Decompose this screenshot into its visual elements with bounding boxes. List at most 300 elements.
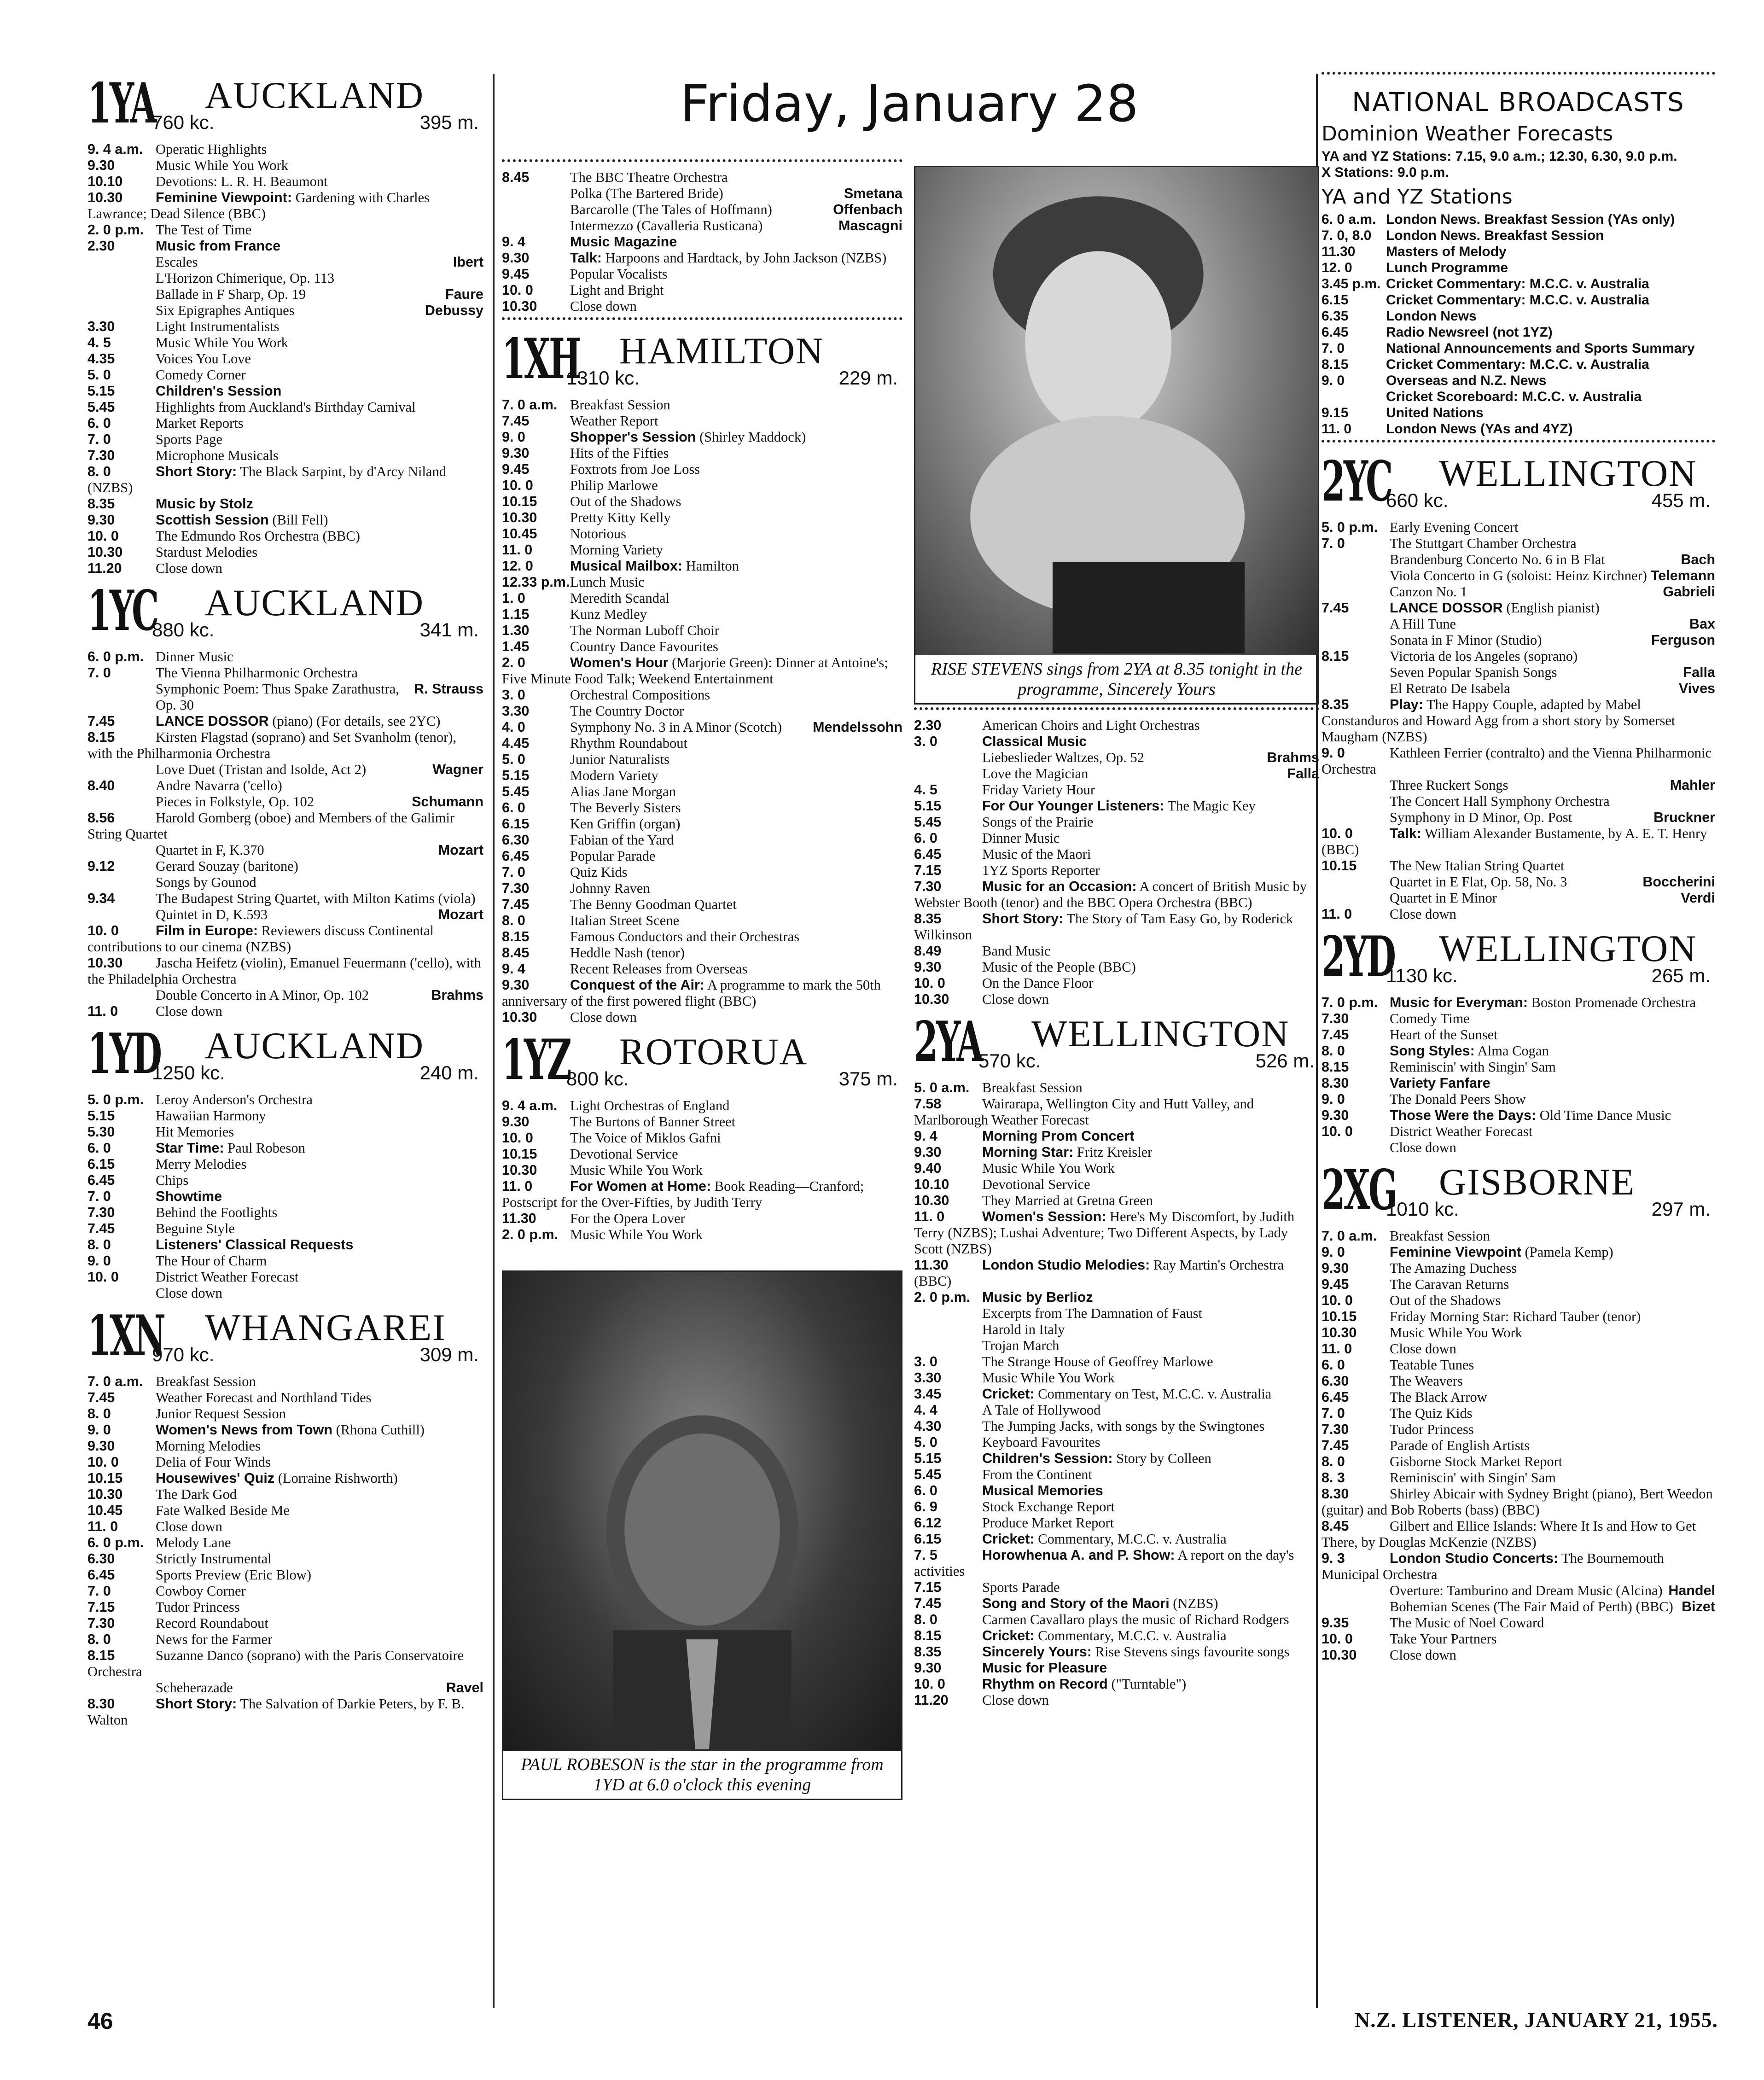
national-item <box>1322 389 1715 405</box>
programme-row <box>502 768 902 784</box>
programme-time: 8.35 <box>87 496 115 512</box>
programme-text: Junior Request Session <box>156 1406 286 1422</box>
programme-time: 1.30 <box>502 623 530 638</box>
programme-time: 5.15 <box>87 383 115 399</box>
programme-time: 10.15 <box>502 1146 537 1162</box>
programme-row <box>502 250 902 266</box>
programme-text: Close down <box>1390 1341 1456 1357</box>
programme-row <box>1322 584 1715 600</box>
programme-text: (Lorraine Rishworth) <box>278 1470 398 1486</box>
composer: Brahms <box>431 987 483 1003</box>
programme-time: 7. 0 <box>87 1189 111 1204</box>
programme-time: 7.30 <box>1322 1011 1349 1026</box>
programme-row <box>914 1531 1319 1547</box>
programme-text: Close down <box>570 1009 637 1025</box>
station-1yd <box>87 1021 483 1301</box>
programme-time: 8.35 <box>914 911 942 926</box>
programme-text: ("Turntable") <box>1111 1676 1187 1692</box>
programme-time: 7. 0 <box>87 665 111 681</box>
programme-time: 7. 0 p.m. <box>1322 995 1378 1010</box>
programme-text: Record Roundabout <box>156 1615 268 1631</box>
programme-time: 11. 0 <box>1322 1341 1352 1357</box>
programme-text: The Burtons of Banner Street <box>570 1114 736 1130</box>
zigzag-divider <box>914 707 1319 715</box>
programme-time: 10. 0 <box>1322 1631 1353 1647</box>
programme-text: Quartet in F, K.370 <box>156 842 264 858</box>
programme-text: A programme to mark the 50th anniversary of the first powered flight (BBC) <box>502 977 881 1009</box>
programme-text: Close down <box>156 1285 222 1301</box>
national-item <box>1322 244 1715 260</box>
programme-row <box>1322 810 1715 826</box>
national-time: 6.15 <box>1322 292 1349 308</box>
programme-time: 11. 0 <box>87 1519 118 1534</box>
programme-text: Songs of the Prairie <box>982 814 1094 830</box>
programme-title-bold: Play: <box>1390 697 1423 712</box>
programme-text: They Married at Gretna Green <box>982 1193 1153 1208</box>
programme-row <box>87 335 483 351</box>
programme-row <box>1322 600 1715 616</box>
programme-time: 9. 4 <box>502 234 525 250</box>
programme-title-bold: Music for Pleasure <box>982 1660 1107 1676</box>
programme-row <box>1322 1011 1715 1027</box>
programme-row <box>502 298 902 315</box>
station-city: GISBORNE <box>1439 1161 1636 1203</box>
programme-row <box>1322 1043 1715 1059</box>
programme-row <box>87 222 483 238</box>
programme-row <box>502 266 902 282</box>
call-sign: 1XH <box>502 326 580 391</box>
programme-row <box>914 1402 1319 1418</box>
programme-text: The Voice of Miklos Gafni <box>570 1130 721 1146</box>
programme-row <box>914 734 1319 750</box>
programme-text: Reminiscin' with Singin' Sam <box>1390 1470 1556 1486</box>
national-time: 11.30 <box>1322 244 1356 259</box>
programme-time: 7. 0 a.m. <box>87 1374 143 1389</box>
call-sign: 1YC <box>87 578 157 643</box>
programme-time: 5. 0 a.m. <box>914 1080 970 1095</box>
composer: Ravel <box>446 1680 483 1695</box>
programme-time: 5. 0 <box>502 752 525 767</box>
composer: Mascagni <box>838 218 902 233</box>
station-frequency: 970 kc. <box>152 1344 215 1365</box>
programme-time: 4.45 <box>502 735 530 751</box>
programme-text: Ken Griffin (organ) <box>570 816 681 832</box>
weather-lines <box>1322 148 1715 181</box>
programme-text: Sports Page <box>156 431 222 447</box>
programme-row <box>1322 874 1715 890</box>
programme-row <box>502 445 902 461</box>
programme-row <box>1322 1091 1715 1107</box>
programme-text: Wairarapa, Wellington City and Hutt Valley, and Marlborough Weather Forecast <box>914 1096 1254 1128</box>
programme-time: 8.30 <box>1322 1486 1349 1502</box>
programme-time: 6. 9 <box>914 1499 937 1515</box>
national-time: 6.35 <box>1322 309 1349 324</box>
programme-time: 8.30 <box>1322 1075 1349 1091</box>
programme-time: 8.35 <box>1322 697 1349 712</box>
programme-row <box>87 190 483 222</box>
programme-time: 7.45 <box>87 713 115 729</box>
programme-text: Devotional Service <box>570 1146 678 1162</box>
programme-time: 8. 0 <box>914 1612 937 1627</box>
programme-time: 9.30 <box>502 1114 530 1130</box>
programme-row <box>502 1162 902 1178</box>
station-2ya <box>914 1009 1319 1708</box>
programme-time: 3.30 <box>914 1370 942 1386</box>
programme-text: Close down <box>1390 1647 1456 1663</box>
programme-text: Music While You Work <box>570 1162 703 1178</box>
national-time: 9.15 <box>1322 405 1349 420</box>
national-text: Cricket Commentary: M.C.C. v. Australia <box>1386 292 1649 308</box>
programme-title-bold: Cricket: <box>982 1531 1035 1547</box>
programme-text: News for the Farmer <box>156 1631 273 1647</box>
programme-text: Kunz Medley <box>570 606 647 622</box>
programme-time: 4. 0 <box>502 719 525 735</box>
national-text: Lunch Programme <box>1386 260 1508 275</box>
programme-time: 7.45 <box>1322 600 1349 616</box>
programme-text: Songs by Gounod <box>156 874 256 890</box>
programme-row <box>1322 1647 1715 1663</box>
programme-text: Pretty Kitty Kelly <box>570 510 671 525</box>
programme-row <box>1322 1373 1715 1389</box>
national-time: 6.45 <box>1322 325 1349 340</box>
programme-text: Gardening with Charles Lawrance; Dead Silence (BBC) <box>87 190 430 221</box>
programme-text: Fate Walked Beside Me <box>156 1503 290 1518</box>
programme-row <box>914 782 1319 798</box>
programme-row <box>502 977 902 1009</box>
programme-text: The Hour of Charm <box>156 1253 267 1269</box>
programme-time: 2.30 <box>914 717 942 733</box>
programme-title-bold: Cricket: <box>982 1628 1035 1643</box>
programme-text: The Amazing Duchess <box>1390 1260 1517 1276</box>
zigzag-divider <box>1322 440 1715 447</box>
programme-text: Dinner Music <box>982 830 1060 846</box>
programme-time: 9.30 <box>1322 1107 1349 1123</box>
programme-text: Market Reports <box>156 415 244 431</box>
programme-time: 4. 5 <box>87 335 111 350</box>
programme-text: The BBC Theatre Orchestra <box>570 169 728 185</box>
programme-text: Liebeslieder Waltzes, Op. 52 <box>982 750 1144 765</box>
programme-text: The Strange House of Geoffrey Marlowe <box>982 1354 1213 1369</box>
programme-time: 11. 0 <box>502 1178 533 1194</box>
programme-text: Famous Conductors and their Orchestras <box>570 929 800 944</box>
programme-row <box>87 1486 483 1503</box>
programme-text: Close down <box>156 1003 222 1019</box>
programme-row <box>914 1193 1319 1209</box>
programme-time: 8. 0 <box>87 464 111 479</box>
programme-time: 10.30 <box>1322 1325 1357 1340</box>
programme-time: 7.30 <box>914 879 942 894</box>
programme-time: 8.15 <box>1322 648 1349 664</box>
programme-text: Produce Market Report <box>982 1515 1114 1531</box>
programme-text: Reminiscin' with Singin' Sam <box>1390 1059 1556 1075</box>
programme-time: 7.45 <box>87 1390 115 1405</box>
programme-time: 9.30 <box>87 512 115 528</box>
programme-row <box>502 719 902 735</box>
programme-time: 6.45 <box>87 1567 115 1583</box>
programme-title-bold: Short Story: <box>156 1696 237 1712</box>
station-city: WELLINGTON <box>1439 927 1697 969</box>
programme-row <box>914 1434 1319 1451</box>
programme-time: 7.45 <box>1322 1438 1349 1453</box>
programme-text: Strictly Instrumental <box>156 1551 272 1567</box>
programme-row <box>502 816 902 832</box>
programme-time: 6.30 <box>502 832 530 848</box>
national-item <box>1322 340 1715 356</box>
programme-time: 5. 0 <box>914 1434 937 1450</box>
programme-time: 6. 0 <box>502 800 525 816</box>
programme-time: 6.45 <box>87 1172 115 1188</box>
programme-time: 9.35 <box>1322 1615 1349 1631</box>
programme-text: The Happy Couple, adapted by Mabel Constanduros and Howard Agg from a short story by Somerset Maugham (NZBS) <box>1322 697 1676 745</box>
programme-row <box>914 1305 1319 1322</box>
programme-text: Take Your Partners <box>1390 1631 1497 1647</box>
programme-text: Delia of Four Winds <box>156 1454 271 1470</box>
programme-text: The Concert Hall Symphony Orchestra <box>1390 793 1610 809</box>
programme-time: 10. 0 <box>1322 826 1353 841</box>
programme-text: On the Dance Floor <box>982 975 1094 991</box>
composer: R. Strauss <box>414 681 483 697</box>
programme-row <box>914 1644 1319 1660</box>
programme-time: 10.45 <box>502 526 537 542</box>
programme-row <box>1322 1389 1715 1405</box>
programme-text: Brandenburg Concerto No. 6 in B Flat <box>1390 552 1605 567</box>
national-text: Masters of Melody <box>1386 244 1507 259</box>
programme-row <box>914 798 1319 814</box>
programme-row <box>914 1515 1319 1531</box>
programme-time: 7. 0 <box>1322 1405 1345 1421</box>
programme-row <box>87 157 483 174</box>
programme-time: 8.15 <box>502 929 530 944</box>
programme-time: 1. 0 <box>502 590 525 606</box>
programme-title-bold: Short Story: <box>156 464 237 479</box>
composer: Offenbach <box>833 202 902 217</box>
programme-time: 7. 0 <box>502 864 525 880</box>
programme-text: Light and Bright <box>570 282 664 298</box>
programme-row <box>914 1499 1319 1515</box>
programme-time: 12.33 p.m. <box>502 574 570 590</box>
programme-title-bold: Women's News from Town <box>156 1422 333 1438</box>
composer: Mozart <box>438 907 483 922</box>
programme-time: 7.45 <box>914 1596 942 1611</box>
programme-text: Orchestral Compositions <box>570 687 710 703</box>
programme-title-bold: Star Time: <box>156 1140 224 1156</box>
programme-row <box>1322 632 1715 648</box>
programme-row <box>87 1599 483 1615</box>
programme-title-bold: Feminine Viewpoint <box>1390 1244 1521 1260</box>
column-1 <box>87 69 483 1728</box>
programme-text: Heddle Nash (tenor) <box>570 945 685 961</box>
programme-time: 9. 4 a.m. <box>502 1098 558 1113</box>
programme-time: 5.45 <box>914 814 942 830</box>
programme-row <box>1322 1599 1715 1615</box>
programme-text: Harold Gomberg (oboe) and Members of the Galimir String Quartet <box>87 810 455 842</box>
programme-row <box>87 1221 483 1237</box>
programme-time: 7.15 <box>87 1599 115 1615</box>
composer: Bach <box>1681 552 1715 567</box>
programme-time: 5.45 <box>502 784 530 799</box>
programme-row <box>502 413 902 429</box>
programme-row <box>1322 1107 1715 1124</box>
programme-text: Out of the Shadows <box>570 494 681 509</box>
programme-row <box>87 681 483 713</box>
programme-time: 4.30 <box>914 1418 942 1434</box>
programme-time: 9.30 <box>87 1438 115 1454</box>
programme-time: 2. 0 p.m. <box>87 222 144 238</box>
programme-time: 10.30 <box>87 190 123 205</box>
programme-text: A Tale of Hollywood <box>982 1402 1101 1418</box>
programme-time: 6.15 <box>87 1156 115 1172</box>
programme-row <box>1322 1357 1715 1373</box>
programme-time: 8.45 <box>502 169 530 185</box>
programme-text: The Magic Key <box>1167 798 1256 814</box>
national-item <box>1322 324 1715 340</box>
programme-text: Music While You Work <box>982 1160 1115 1176</box>
national-time: 9. 0 <box>1322 373 1345 388</box>
programme-row <box>914 911 1319 943</box>
programme-time: 7.45 <box>87 1221 115 1236</box>
programme-time: 5.15 <box>914 1451 942 1466</box>
programme-row <box>87 1583 483 1599</box>
national-text: London News <box>1386 309 1477 324</box>
programme-time: 10. 0 <box>87 528 119 544</box>
programme-row <box>914 1080 1319 1096</box>
programme-row <box>914 862 1319 879</box>
programme-row <box>87 987 483 1003</box>
programme-text: Popular Vocalists <box>570 266 668 282</box>
programme-row <box>87 1108 483 1124</box>
programme-row <box>87 1189 483 1205</box>
station-frequency: 570 kc. <box>978 1050 1041 1072</box>
programme-text: Bohemian Scenes (The Fair Maid of Perth) (BBC) <box>1390 1599 1673 1614</box>
programme-row <box>87 560 483 577</box>
programme-text: L'Horizon Chimerique, Op. 113 <box>156 270 335 286</box>
programme-text: Victoria de los Angeles (soprano) <box>1390 648 1578 664</box>
programme-row <box>914 991 1319 1008</box>
programme-title-bold: Horowhenua A. and P. Show: <box>982 1547 1175 1563</box>
station-frequency: 760 kc. <box>152 111 215 133</box>
programme-row <box>914 1144 1319 1160</box>
programme-text: Quartet in E Flat, Op. 58, No. 3 <box>1390 874 1567 890</box>
programme-time: 11.30 <box>914 1257 949 1273</box>
programme-row <box>87 544 483 560</box>
programme-time: 3.45 <box>914 1386 942 1402</box>
programme-time: 4.35 <box>87 351 115 367</box>
programme-text: A concert of British Music by Webster Booth (tenor) and the BBC Opera Orchestra (BBC) <box>914 879 1307 910</box>
station-wavelength: 240 m. <box>419 1062 479 1084</box>
programme-text: Harpoons and Hardtack, by John Jackson (NZBS) <box>605 250 887 266</box>
programme-row <box>914 1451 1319 1467</box>
programme-text: Band Music <box>982 943 1051 959</box>
programme-row <box>87 254 483 270</box>
programme-time: 10. 0 <box>502 1130 533 1146</box>
programme-text: Kirsten Flagstad (soprano) and Set Svanholm (tenor), with the Philharmonia Orchestra <box>87 729 457 761</box>
programme-row <box>87 649 483 665</box>
programme-text: Commentary on Test, M.C.C. v. Australia <box>1038 1386 1272 1402</box>
programme-text: Close down <box>156 1519 222 1534</box>
programme-text: 1YZ Sports Reporter <box>982 862 1100 878</box>
programme-time: 7. 0 <box>1322 536 1345 551</box>
programme-row <box>502 880 902 897</box>
programme-row <box>87 923 483 955</box>
programme-text: Hit Memories <box>156 1124 234 1140</box>
programme-title-bold: Sincerely Yours: <box>982 1644 1092 1660</box>
programme-row <box>87 794 483 810</box>
programme-time: 10. 0 <box>1322 1293 1353 1308</box>
programme-title-bold: Rhythm on Record <box>982 1676 1108 1692</box>
programme-text: The Stuttgart Chamber Orchestra <box>1390 536 1577 551</box>
national-time: 8.15 <box>1322 357 1349 372</box>
composer: Brahms <box>1267 750 1319 765</box>
composer: Verdi <box>1681 890 1715 906</box>
programme-title-bold: Song and Story of the Maori <box>982 1596 1170 1611</box>
programme-row <box>87 1156 483 1172</box>
programme-time: 10. 0 <box>87 1269 119 1285</box>
programme-text: Pieces in Folkstyle, Op. 102 <box>156 794 314 810</box>
programme-title-bold: Women's Hour <box>570 655 669 670</box>
programme-row <box>1322 552 1715 568</box>
programme-text: Commentary, M.C.C. v. Australia <box>1038 1531 1227 1547</box>
programme-title-bold: For Women at Home: <box>570 1178 711 1194</box>
programme-row <box>87 238 483 254</box>
national-items <box>1322 211 1715 437</box>
programme-time: 10. 0 <box>1322 1124 1353 1139</box>
programme-row <box>502 623 902 639</box>
programme-text: Sports Parade <box>982 1579 1060 1595</box>
programme-row <box>502 186 902 202</box>
programme-text: The Budapest String Quartet, with Milton Katims (viola) <box>156 891 476 906</box>
programme-text: Highlights from Auckland's Birthday Carnival <box>156 399 416 415</box>
national-item <box>1322 227 1715 244</box>
programme-text: El Retrato De Isabela <box>1390 681 1510 696</box>
programme-time: 9.30 <box>87 157 115 173</box>
programme-text: Three Ruckert Songs <box>1390 777 1508 793</box>
programme-text: Ray Martin's Orchestra (BBC) <box>914 1257 1284 1289</box>
programme-row <box>87 665 483 681</box>
programme-text: Sonata in F Minor (Studio) <box>1390 632 1542 648</box>
programme-row <box>87 1140 483 1156</box>
programme-text: Music While You Work <box>982 1370 1115 1386</box>
station-wavelength: 297 m. <box>1651 1198 1711 1220</box>
programme-text: Morning Melodies <box>156 1438 261 1454</box>
programme-text: The Edmundo Ros Orchestra (BBC) <box>156 528 360 544</box>
programme-time: 9. 0 <box>87 1422 111 1438</box>
programme-title-bold: Children's Session: <box>982 1451 1113 1466</box>
programme-row <box>1322 1405 1715 1422</box>
station-wavelength: 395 m. <box>419 111 479 133</box>
programme-row <box>87 399 483 415</box>
programme-text: The Donald Peers Show <box>1390 1091 1526 1107</box>
column-2 <box>502 157 902 1800</box>
programme-time: 7.30 <box>1322 1422 1349 1437</box>
programme-text: Dinner Music <box>156 649 233 664</box>
programme-text: Microphone Musicals <box>156 448 279 463</box>
programme-row <box>1322 1615 1715 1631</box>
programme-time: 10. 0 <box>914 1676 945 1692</box>
programme-row <box>914 846 1319 862</box>
programme-row <box>87 891 483 907</box>
programme-row <box>87 1535 483 1551</box>
programme-row <box>87 1237 483 1253</box>
composer: Ferguson <box>1651 632 1715 648</box>
station-header <box>87 578 483 644</box>
programme-time: 2. 0 <box>502 655 525 670</box>
programme-time: 10.30 <box>914 991 949 1007</box>
station-frequency: 1310 kc. <box>566 367 640 389</box>
programme-time: 9. 4 <box>502 961 525 977</box>
programme-row <box>502 397 902 413</box>
programme-time: 8.45 <box>502 945 530 961</box>
station-city: AUCKLAND <box>205 582 425 623</box>
